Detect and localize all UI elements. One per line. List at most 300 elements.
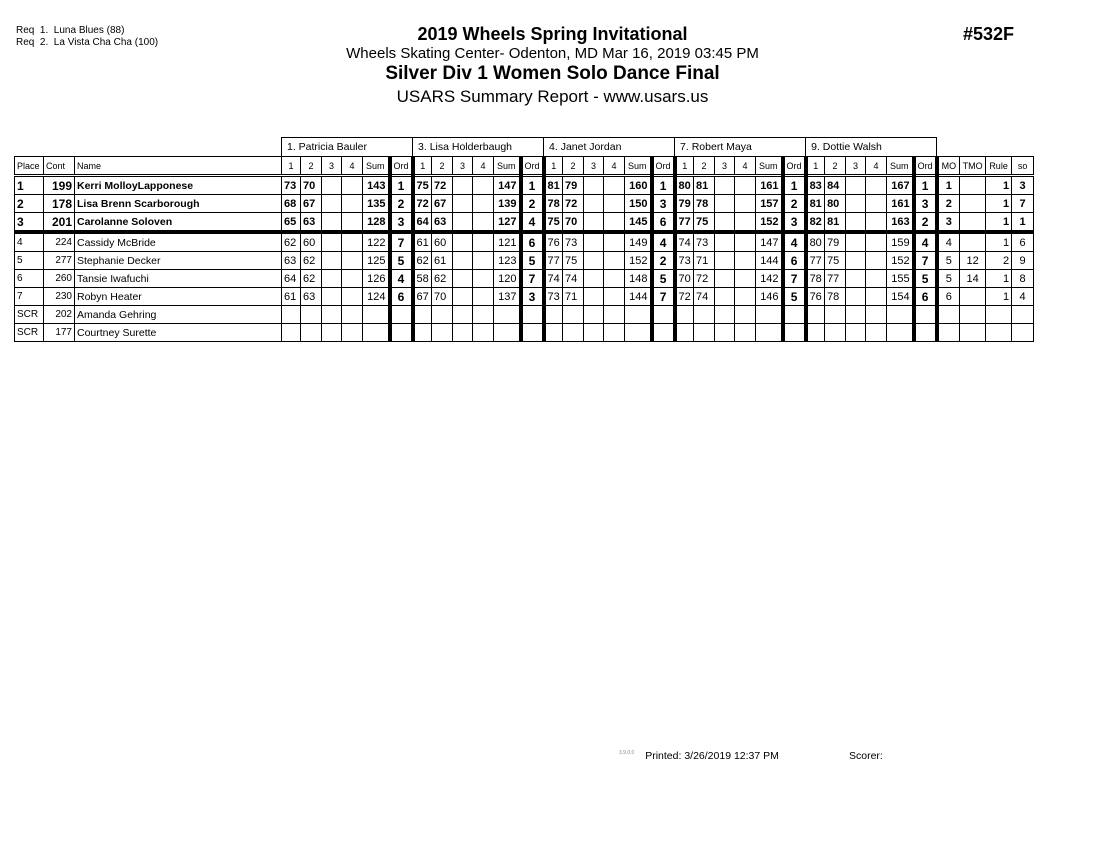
judge-score — [866, 176, 887, 195]
col-so: so — [1012, 157, 1034, 176]
judge-score — [735, 252, 756, 270]
col-judge5-2: 3 — [846, 157, 866, 176]
judge-score — [473, 195, 494, 213]
judge-score — [301, 306, 322, 324]
judge-score — [322, 195, 342, 213]
rule-cell: 1 — [986, 195, 1012, 213]
so-cell: 7 — [1012, 195, 1034, 213]
judge-score: 72 — [413, 195, 432, 213]
table-row — [15, 232, 1034, 252]
col-judge2-4: Sum — [494, 157, 521, 176]
judge-sum: 154 — [887, 288, 914, 306]
requirement-1: Req 1. Luna Blues (88) — [16, 25, 125, 36]
col-judge4-4: Sum — [756, 157, 783, 176]
judge-score — [866, 252, 887, 270]
judge-score: 65 — [282, 213, 301, 233]
judge-sum: 149 — [625, 232, 652, 252]
judge-ordinal — [914, 306, 937, 324]
skater-name: Amanda Gehring — [75, 306, 282, 324]
results-table — [14, 137, 1034, 342]
judge-sum: 152 — [756, 213, 783, 233]
judge-ordinal — [783, 306, 806, 324]
tmo-cell — [960, 288, 986, 306]
judge-ordinal: 2 — [652, 252, 675, 270]
judge-sum: 135 — [363, 195, 390, 213]
judge-sum: 146 — [756, 288, 783, 306]
col-tmo: TMO — [960, 157, 986, 176]
judge-score — [866, 324, 887, 342]
col-judge3-0: 1 — [544, 157, 563, 176]
judge-sum: 167 — [887, 176, 914, 195]
judge-ordinal: 4 — [914, 232, 937, 252]
judge-score — [735, 213, 756, 233]
judge-score — [584, 213, 604, 233]
cont-cell: 201 — [44, 213, 75, 233]
judge-score: 74 — [544, 270, 563, 288]
judge-score — [694, 324, 715, 342]
judge-score — [584, 232, 604, 252]
cont-cell: 260 — [44, 270, 75, 288]
col-judge3-5: Ord — [652, 157, 675, 176]
judge-sum — [494, 324, 521, 342]
venue-date: Wheels Skating Center- Odenton, MD Mar 16, 2019 03:45 PM — [346, 45, 759, 62]
judge-score: 77 — [806, 252, 825, 270]
judge-score — [413, 306, 432, 324]
judge-score — [604, 324, 625, 342]
skater-name: Stephanie Decker — [75, 252, 282, 270]
judge-score — [715, 213, 735, 233]
col-judge1-4: Sum — [363, 157, 390, 176]
judge-sum: 139 — [494, 195, 521, 213]
judge-sum: 157 — [756, 195, 783, 213]
col-mo: MO — [937, 157, 960, 176]
judge-score — [735, 270, 756, 288]
table-row — [15, 195, 1034, 213]
judge-ordinal: 1 — [521, 176, 544, 195]
judge-score — [866, 270, 887, 288]
judge-score: 67 — [413, 288, 432, 306]
rule-cell: 1 — [986, 288, 1012, 306]
judge-score: 64 — [413, 213, 432, 233]
table-row — [15, 324, 1034, 342]
judge-score — [322, 270, 342, 288]
judge-score — [432, 306, 453, 324]
event-number: #532F — [963, 24, 1015, 44]
judge-score — [322, 176, 342, 195]
judge-sum: 152 — [625, 252, 652, 270]
judge-sum: 163 — [887, 213, 914, 233]
scorer-label: Scorer: — [849, 750, 883, 762]
col-judge1-2: 3 — [322, 157, 342, 176]
judge-score — [735, 324, 756, 342]
judge-score — [806, 324, 825, 342]
place-cell: 2 — [15, 195, 44, 213]
judge-sum: 152 — [887, 252, 914, 270]
judge-score — [453, 252, 473, 270]
judge-score: 77 — [825, 270, 846, 288]
judge-score — [825, 324, 846, 342]
tmo-cell: 12 — [960, 252, 986, 270]
judge-sum: 144 — [625, 288, 652, 306]
tmo-cell: 14 — [960, 270, 986, 288]
place-cell: 7 — [15, 288, 44, 306]
col-judge3-3: 4 — [604, 157, 625, 176]
judge-score: 80 — [825, 195, 846, 213]
judge-sum: 161 — [756, 176, 783, 195]
judge-ordinal — [652, 306, 675, 324]
judge-score — [342, 195, 363, 213]
judge-score — [473, 306, 494, 324]
judge-sum: 137 — [494, 288, 521, 306]
judge-score — [342, 306, 363, 324]
judge-score — [715, 176, 735, 195]
place-cell: 5 — [15, 252, 44, 270]
judge-score — [604, 232, 625, 252]
judge-score — [342, 288, 363, 306]
tmo-cell — [960, 324, 986, 342]
judge-ordinal — [390, 306, 413, 324]
judge-score — [584, 324, 604, 342]
judge-ordinal — [521, 306, 544, 324]
judge-score — [453, 288, 473, 306]
judge-ordinal: 4 — [390, 270, 413, 288]
judge-ordinal: 6 — [783, 252, 806, 270]
judge-sum: 159 — [887, 232, 914, 252]
judge-score: 81 — [694, 176, 715, 195]
judge-score — [584, 176, 604, 195]
blank-cell — [15, 138, 282, 157]
judge-sum: 126 — [363, 270, 390, 288]
judge-ordinal: 2 — [783, 195, 806, 213]
col-judge5-5: Ord — [914, 157, 937, 176]
judge-score: 60 — [301, 232, 322, 252]
judge-sum: 150 — [625, 195, 652, 213]
judge-score — [715, 288, 735, 306]
tmo-cell — [960, 232, 986, 252]
judge-sum: 121 — [494, 232, 521, 252]
judge-score — [846, 306, 866, 324]
place-cell: SCR — [15, 306, 44, 324]
judge-score: 71 — [694, 252, 715, 270]
rule-cell: 2 — [986, 252, 1012, 270]
col-cont: Cont — [44, 157, 75, 176]
judge-score — [322, 232, 342, 252]
judge-ordinal: 5 — [521, 252, 544, 270]
judge-ordinal: 6 — [652, 213, 675, 233]
judge-ordinal: 4 — [652, 232, 675, 252]
blank-cell — [937, 138, 1034, 157]
judge-score — [715, 232, 735, 252]
so-cell: 8 — [1012, 270, 1034, 288]
judge-sum: 161 — [887, 195, 914, 213]
judge-sum — [494, 306, 521, 324]
judge-score: 68 — [282, 195, 301, 213]
judge-score: 71 — [563, 288, 584, 306]
judge-score: 78 — [694, 195, 715, 213]
so-cell: 9 — [1012, 252, 1034, 270]
printed-timestamp: Printed: 3/26/2019 12:37 PM — [645, 750, 779, 762]
table-row — [15, 306, 1034, 324]
judge-sum: 160 — [625, 176, 652, 195]
judge-ordinal — [390, 324, 413, 342]
col-judge2-2: 3 — [453, 157, 473, 176]
judge-score — [846, 232, 866, 252]
mo-cell: 5 — [937, 270, 960, 288]
judge-score: 72 — [694, 270, 715, 288]
judge-score: 61 — [432, 252, 453, 270]
col-judge3-4: Sum — [625, 157, 652, 176]
col-judge3-1: 2 — [563, 157, 584, 176]
col-judge2-1: 2 — [432, 157, 453, 176]
judge-score: 84 — [825, 176, 846, 195]
judge-score — [604, 213, 625, 233]
judge-score — [432, 324, 453, 342]
judge-score: 77 — [675, 213, 694, 233]
judge-sum: 147 — [494, 176, 521, 195]
judge-score: 63 — [432, 213, 453, 233]
judge-score — [604, 306, 625, 324]
judge-score: 75 — [825, 252, 846, 270]
rule-cell — [986, 324, 1012, 342]
judge-ordinal — [783, 324, 806, 342]
judge-sum — [756, 306, 783, 324]
col-judge1-5: Ord — [390, 157, 413, 176]
judge-score — [322, 252, 342, 270]
judge-score — [846, 213, 866, 233]
place-cell: 3 — [15, 213, 44, 233]
judge-score: 81 — [825, 213, 846, 233]
rule-cell: 1 — [986, 232, 1012, 252]
judge-score: 81 — [806, 195, 825, 213]
judge-score — [866, 306, 887, 324]
judge-score: 73 — [694, 232, 715, 252]
tmo-cell — [960, 176, 986, 195]
judge-score: 78 — [825, 288, 846, 306]
judge-sum: 147 — [756, 232, 783, 252]
judge-name-2: 3. Lisa Holderbaugh — [413, 138, 544, 157]
judge-score: 70 — [301, 176, 322, 195]
judge-score — [342, 176, 363, 195]
judge-score: 82 — [806, 213, 825, 233]
judge-score — [604, 195, 625, 213]
judge-ordinal: 6 — [521, 232, 544, 252]
judge-score: 75 — [544, 213, 563, 233]
table-row — [15, 176, 1034, 195]
judge-sum: 143 — [363, 176, 390, 195]
judge-score: 74 — [694, 288, 715, 306]
judge-score — [735, 306, 756, 324]
judge-score — [473, 324, 494, 342]
judge-score: 62 — [282, 232, 301, 252]
judge-score — [301, 324, 322, 342]
judge-score: 75 — [563, 252, 584, 270]
judge-score: 61 — [282, 288, 301, 306]
judge-score: 72 — [675, 288, 694, 306]
col-judge2-5: Ord — [521, 157, 544, 176]
judge-score — [694, 306, 715, 324]
judge-sum — [363, 324, 390, 342]
judge-score: 73 — [563, 232, 584, 252]
so-cell: 4 — [1012, 288, 1034, 306]
judge-score — [453, 176, 473, 195]
judge-score — [584, 288, 604, 306]
column-header-row — [15, 157, 1034, 176]
mo-cell: 5 — [937, 252, 960, 270]
judge-score — [473, 232, 494, 252]
judge-score — [735, 176, 756, 195]
judge-score: 75 — [413, 176, 432, 195]
judge-score — [584, 306, 604, 324]
col-rule: Rule — [986, 157, 1012, 176]
judge-score — [544, 306, 563, 324]
mo-cell: 3 — [937, 213, 960, 233]
judge-score — [473, 176, 494, 195]
judge-ordinal: 3 — [914, 195, 937, 213]
judge-sum: 127 — [494, 213, 521, 233]
cont-cell: 202 — [44, 306, 75, 324]
judge-ordinal — [521, 324, 544, 342]
judge-sum: 148 — [625, 270, 652, 288]
so-cell: 6 — [1012, 232, 1034, 252]
judge-ordinal: 7 — [390, 232, 413, 252]
mo-cell: 1 — [937, 176, 960, 195]
so-cell — [1012, 324, 1034, 342]
judge-score: 72 — [563, 195, 584, 213]
judge-score — [453, 324, 473, 342]
judge-score — [342, 270, 363, 288]
judge-score: 83 — [806, 176, 825, 195]
report-title-block — [300, 24, 805, 108]
col-judge1-1: 2 — [301, 157, 322, 176]
judge-score — [563, 324, 584, 342]
col-judge4-2: 3 — [715, 157, 735, 176]
judge-score: 76 — [544, 232, 563, 252]
judge-score — [584, 195, 604, 213]
skater-name: Tansie Iwafuchi — [75, 270, 282, 288]
judge-score — [715, 252, 735, 270]
table-row — [15, 252, 1034, 270]
judge-ordinal: 1 — [914, 176, 937, 195]
judge-score — [715, 270, 735, 288]
judge-score — [453, 306, 473, 324]
cont-cell: 230 — [44, 288, 75, 306]
judge-score: 77 — [544, 252, 563, 270]
judge-score — [453, 232, 473, 252]
judge-score: 79 — [825, 232, 846, 252]
cont-cell: 178 — [44, 195, 75, 213]
judge-score — [846, 288, 866, 306]
judge-score — [322, 306, 342, 324]
judge-score — [604, 270, 625, 288]
place-cell: 1 — [15, 176, 44, 195]
judge-ordinal: 3 — [390, 213, 413, 233]
judge-sum: 145 — [625, 213, 652, 233]
judge-score: 63 — [282, 252, 301, 270]
col-judge4-3: 4 — [735, 157, 756, 176]
col-judge2-3: 4 — [473, 157, 494, 176]
judge-score — [604, 176, 625, 195]
skater-name: Carolanne Soloven — [75, 213, 282, 233]
judge-score — [342, 324, 363, 342]
judge-sum: 144 — [756, 252, 783, 270]
judge-score — [806, 306, 825, 324]
print-footer — [619, 750, 779, 762]
judge-sum: 120 — [494, 270, 521, 288]
judge-score — [846, 176, 866, 195]
judge-ordinal: 3 — [652, 195, 675, 213]
judge-name-5: 9. Dottie Walsh — [806, 138, 937, 157]
judge-ordinal: 2 — [914, 213, 937, 233]
judge-score — [473, 252, 494, 270]
judge-score: 78 — [544, 195, 563, 213]
judge-score — [675, 324, 694, 342]
judge-name-3: 4. Janet Jordan — [544, 138, 675, 157]
judge-score: 75 — [694, 213, 715, 233]
judge-score — [282, 324, 301, 342]
place-cell: SCR — [15, 324, 44, 342]
judge-score — [473, 288, 494, 306]
judge-name-1: 1. Patricia Bauler — [282, 138, 413, 157]
judge-score — [342, 232, 363, 252]
judge-sum — [887, 306, 914, 324]
rule-cell: 1 — [986, 213, 1012, 233]
judge-sum: 122 — [363, 232, 390, 252]
judge-ordinal: 7 — [652, 288, 675, 306]
judge-name-4: 7. Robert Maya — [675, 138, 806, 157]
requirement-2: Req 2. La Vista Cha Cha (100) — [16, 37, 159, 48]
judge-score: 61 — [413, 232, 432, 252]
mo-cell: 4 — [937, 232, 960, 252]
judge-score — [322, 288, 342, 306]
judge-ordinal: 4 — [783, 232, 806, 252]
judge-score: 70 — [675, 270, 694, 288]
col-judge4-1: 2 — [694, 157, 715, 176]
judge-header-row — [15, 138, 1034, 157]
judge-score — [825, 306, 846, 324]
col-judge2-0: 1 — [413, 157, 432, 176]
judge-ordinal: 2 — [521, 195, 544, 213]
mo-cell: 2 — [937, 195, 960, 213]
col-judge5-1: 2 — [825, 157, 846, 176]
event-title: Silver Div 1 Women Solo Dance Final — [385, 63, 720, 84]
so-cell: 1 — [1012, 213, 1034, 233]
judge-score: 63 — [301, 288, 322, 306]
tmo-cell — [960, 213, 986, 233]
skater-name: Lisa Brenn Scarborough — [75, 195, 282, 213]
skater-name: Cassidy McBride — [75, 232, 282, 252]
judge-score — [866, 213, 887, 233]
judge-score — [715, 195, 735, 213]
tmo-cell — [960, 306, 986, 324]
judge-score: 62 — [301, 270, 322, 288]
rule-cell: 1 — [986, 270, 1012, 288]
col-judge1-3: 4 — [342, 157, 363, 176]
judge-score — [866, 195, 887, 213]
cont-cell: 177 — [44, 324, 75, 342]
judge-score: 60 — [432, 232, 453, 252]
judge-score: 62 — [301, 252, 322, 270]
judge-score — [715, 324, 735, 342]
place-cell: 4 — [15, 232, 44, 252]
rule-cell: 1 — [986, 176, 1012, 195]
judge-score — [473, 270, 494, 288]
judge-ordinal — [914, 324, 937, 342]
judge-ordinal — [652, 324, 675, 342]
table-row — [15, 288, 1034, 306]
version-label: 3.9.0.0 — [619, 750, 635, 756]
judge-score — [866, 232, 887, 252]
judge-score — [604, 252, 625, 270]
